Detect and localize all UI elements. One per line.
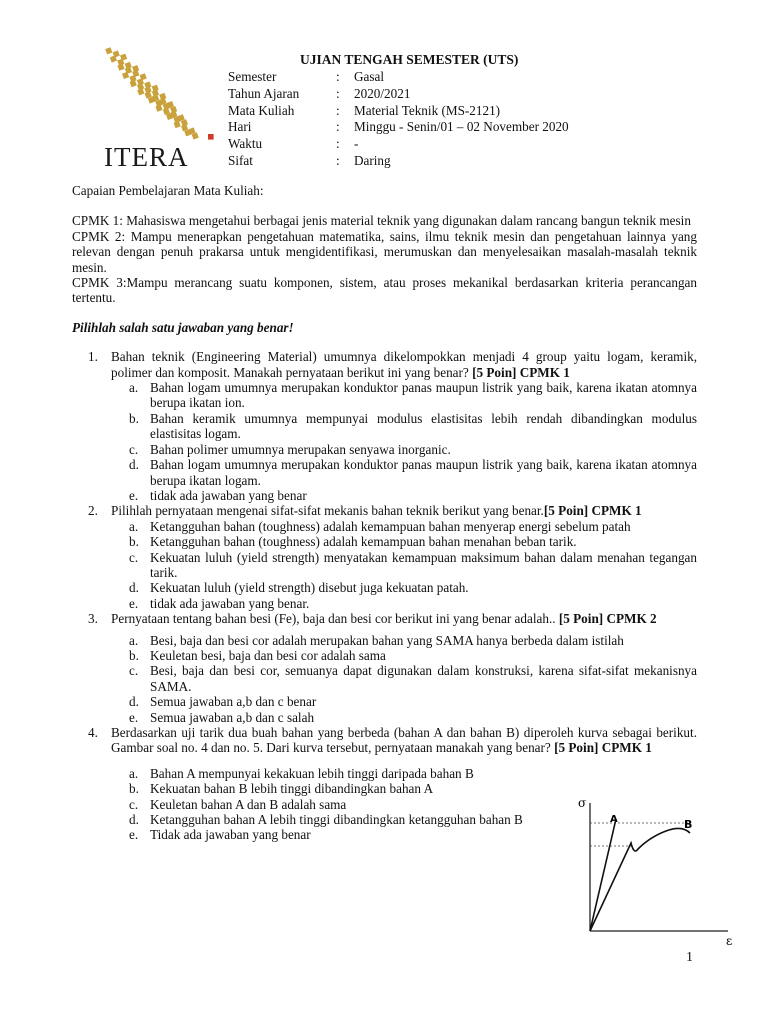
option-d[interactable] [129,694,697,709]
exam-title: UJIAN TENGAH SEMESTER (UTS) [300,52,519,67]
option-letter: a. [129,632,139,648]
option-b[interactable] [129,781,590,796]
option-c[interactable] [129,797,590,812]
meta-value: - [354,136,359,152]
option-d[interactable] [129,580,697,595]
question-body: Pernyataan tentang bahan besi (Fe), baja dan besi cor berikut ini yang benar adalah.. [111,611,559,627]
option-text: Bahan polimer umumnya merupakan senyawa inorganic. [150,441,451,457]
meta-value: Gasal [354,69,385,84]
option-letter: b. [129,647,139,663]
logo-text: ITERA [104,142,189,172]
option-text: tidak ada jawaban yang benar. [150,595,310,611]
page-number: 1 [686,950,693,965]
option-letter: b. [129,534,139,550]
question-number: 1. [88,349,98,365]
curve-a [590,819,616,931]
option-letter: e. [129,827,139,843]
option-text: Tidak ada jawaban yang benar [150,827,311,843]
meta-row-mata-kuliah [228,103,569,120]
option-text: Keuletan besi, baja dan besi cor adalah sama [150,647,386,663]
option-d[interactable] [129,457,697,488]
option-c[interactable] [129,550,697,581]
question-text [72,725,697,756]
option-a[interactable] [129,633,697,648]
option-letter: c. [129,549,139,565]
meta-colon: : [336,136,340,152]
option-letter: d. [129,457,139,473]
meta-label: Semester [228,69,277,84]
option-letter: d. [129,580,139,596]
question-text [72,611,697,626]
meta-value: Daring [354,152,391,168]
question-body: Pilihlah pernyataan mengenai sifat-sifat mekanis bahan teknik berikut yang benar. [111,503,544,519]
stress-strain-graph [578,795,748,955]
meta-label: Mata Kuliah [228,102,295,118]
option-c[interactable] [129,442,697,457]
meta-row-semester [228,69,569,86]
meta-colon: : [336,85,340,101]
option-text: Bahan logam umumnya merupakan konduktor panas maupun listrik yang baik, karena ikatan atomnya berupa ikatan ion. [150,380,697,411]
question-number: 2. [88,503,98,519]
meta-row-hari [228,119,569,136]
cpmk-2: CPMK 2: Mampu menerapkan pengetahuan matematika, sains, ilmu teknik mesin dan pengetahuan lainnya yang relevan dengan penuh prakarsa untuk mengidentifikasi, merumuskan dan menyelesaikan masalah-masalah teknik mesin. [72,228,697,275]
exam-content [72,183,697,843]
option-text: Ketangguhan bahan A lebih tinggi dibandingkan ketangguhan bahan B [150,812,523,828]
y-axis-label: σ [578,796,587,810]
option-b[interactable] [129,534,697,549]
question-number: 3. [88,611,98,627]
option-b[interactable] [129,648,697,663]
option-text: Bahan keramik umumnya mempunyai modulus elastisitas lebih rendah dibandingkan modulus elastisitas logam. [150,410,697,442]
option-letter: c. [129,441,139,457]
meta-row-sifat [228,153,569,170]
option-letter: c. [129,663,139,679]
option-b[interactable] [129,411,697,442]
option-letter: d. [129,812,139,828]
question-1 [72,349,697,503]
option-letter: c. [129,796,139,812]
option-letter: e. [129,709,139,725]
meta-label: Waktu [228,136,263,152]
question-text [72,349,697,380]
meta-colon: : [336,152,340,168]
option-e[interactable] [129,710,697,725]
option-a[interactable] [129,766,590,781]
option-text: Ketangguhan bahan (toughness) adalah kemampuan bahan menahan beban tarik. [150,534,577,550]
option-text: Kekuatan luluh (yield strength) disebut juga kekuatan patah. [150,580,469,596]
option-text: tidak ada jawaban yang benar [150,487,307,503]
option-a[interactable] [129,380,697,411]
question-points: [5 Poin] CPMK 1 [554,740,652,756]
option-e[interactable] [129,827,590,842]
option-a[interactable] [129,519,697,534]
meta-label: Hari [228,119,252,135]
meta-label: Tahun Ajaran [228,85,300,101]
question-points: [5 Poin] CPMK 2 [558,611,657,627]
options-list [129,519,697,611]
cpmk-heading: Capaian Pembelajaran Mata Kuliah: [72,183,264,198]
cpmk-1: CPMK 1: Mahasiswa mengetahui berbagai jenis material teknik yang digunakan dalam rancang bangun teknik mesin [72,213,691,229]
option-text: Semua jawaban a,b dan c benar [150,694,317,710]
option-text: Bahan A mempunyai kekakuan lebih tinggi daripada bahan B [150,765,474,781]
option-text: Kekuatan luluh (yield strength) menyatakan kemampuan maksimum bahan dalam menahan tegangan tarik. [150,549,697,580]
x-axis-label: ε [726,934,733,948]
question-text [72,503,697,518]
option-text: Besi, baja dan besi cor, semuanya dapat digunakan dalam konstruksi, karena sifat-sifat mekanisnya SAMA. [150,663,697,694]
question-number: 4. [88,725,98,740]
option-text: Besi, baja dan besi cor adalah merupakan bahan yang SAMA hanya berbeda dalam istilah [150,632,624,648]
meta-row-tahun-ajaran [228,86,569,103]
meta-value: Material Teknik (MS-2121) [354,102,501,118]
option-text: Bahan logam umumnya merupakan konduktor panas maupun listrik yang baik, karena ikatan atomnya berupa ikatan logam. [150,457,697,488]
option-letter: a. [129,518,139,534]
question-2 [72,503,697,611]
meta-colon: : [336,102,340,118]
question-points: [5 Poin] CPMK 1 [543,503,642,519]
meta-row-waktu [228,136,569,153]
options-list [129,380,697,503]
option-letter: e. [129,487,139,503]
curve-b-label: B [684,818,693,831]
options-list [129,633,697,725]
question-points: [5 Poin] CPMK 1 [472,364,570,380]
question-body: Berdasarkan uji tarik dua buah bahan yang berbeda (bahan A dan bahan B) diperoleh kurva sebagai berikut. Gambar soal no. 4 dan no. 5. Dari kurva tersebut, pernyataan manakah yang benar? [111,725,697,756]
cpmk-3: CPMK 3:Mampu merancang suatu komponen, sistem, atau proses mekanikal berdasarkan kriteria perancangan tertentu. [72,275,697,306]
option-letter: a. [129,765,139,781]
option-letter: a. [129,380,139,396]
option-letter: e. [129,595,139,611]
option-text: Kekuatan bahan B lebih tinggi dibandingkan bahan A [150,781,434,797]
meta-colon: : [336,69,340,84]
question-body: Bahan teknik (Engineering Material) umumnya dikelompokkan menjadi 4 group yaitu logam, keramik, polimer dan komposit. Manakah pernyataan berikut ini yang benar? [111,349,697,380]
meta-value: 2020/2021 [354,85,411,101]
option-d[interactable] [129,812,590,827]
option-letter: b. [129,781,139,797]
instruction: Pilihlah salah satu jawaban yang benar! [72,319,294,335]
curve-a-label: A [610,814,618,825]
exam-meta [228,69,569,170]
option-letter: d. [129,694,139,710]
option-e[interactable] [129,596,697,611]
curve-b [590,828,690,931]
meta-colon: : [336,119,340,135]
option-text: Keuletan bahan A dan B adalah sama [150,796,347,812]
meta-value: Minggu - Senin/01 – 02 November 2020 [354,119,569,135]
option-e[interactable] [129,488,697,503]
option-c[interactable] [129,663,697,694]
option-text: Semua jawaban a,b dan c salah [150,709,315,725]
question-3 [72,611,697,725]
option-text: Ketangguhan bahan (toughness) adalah kemampuan bahan menyerap energi sebelum patah [150,518,631,534]
option-letter: b. [129,410,139,426]
meta-label: Sifat [228,152,253,168]
